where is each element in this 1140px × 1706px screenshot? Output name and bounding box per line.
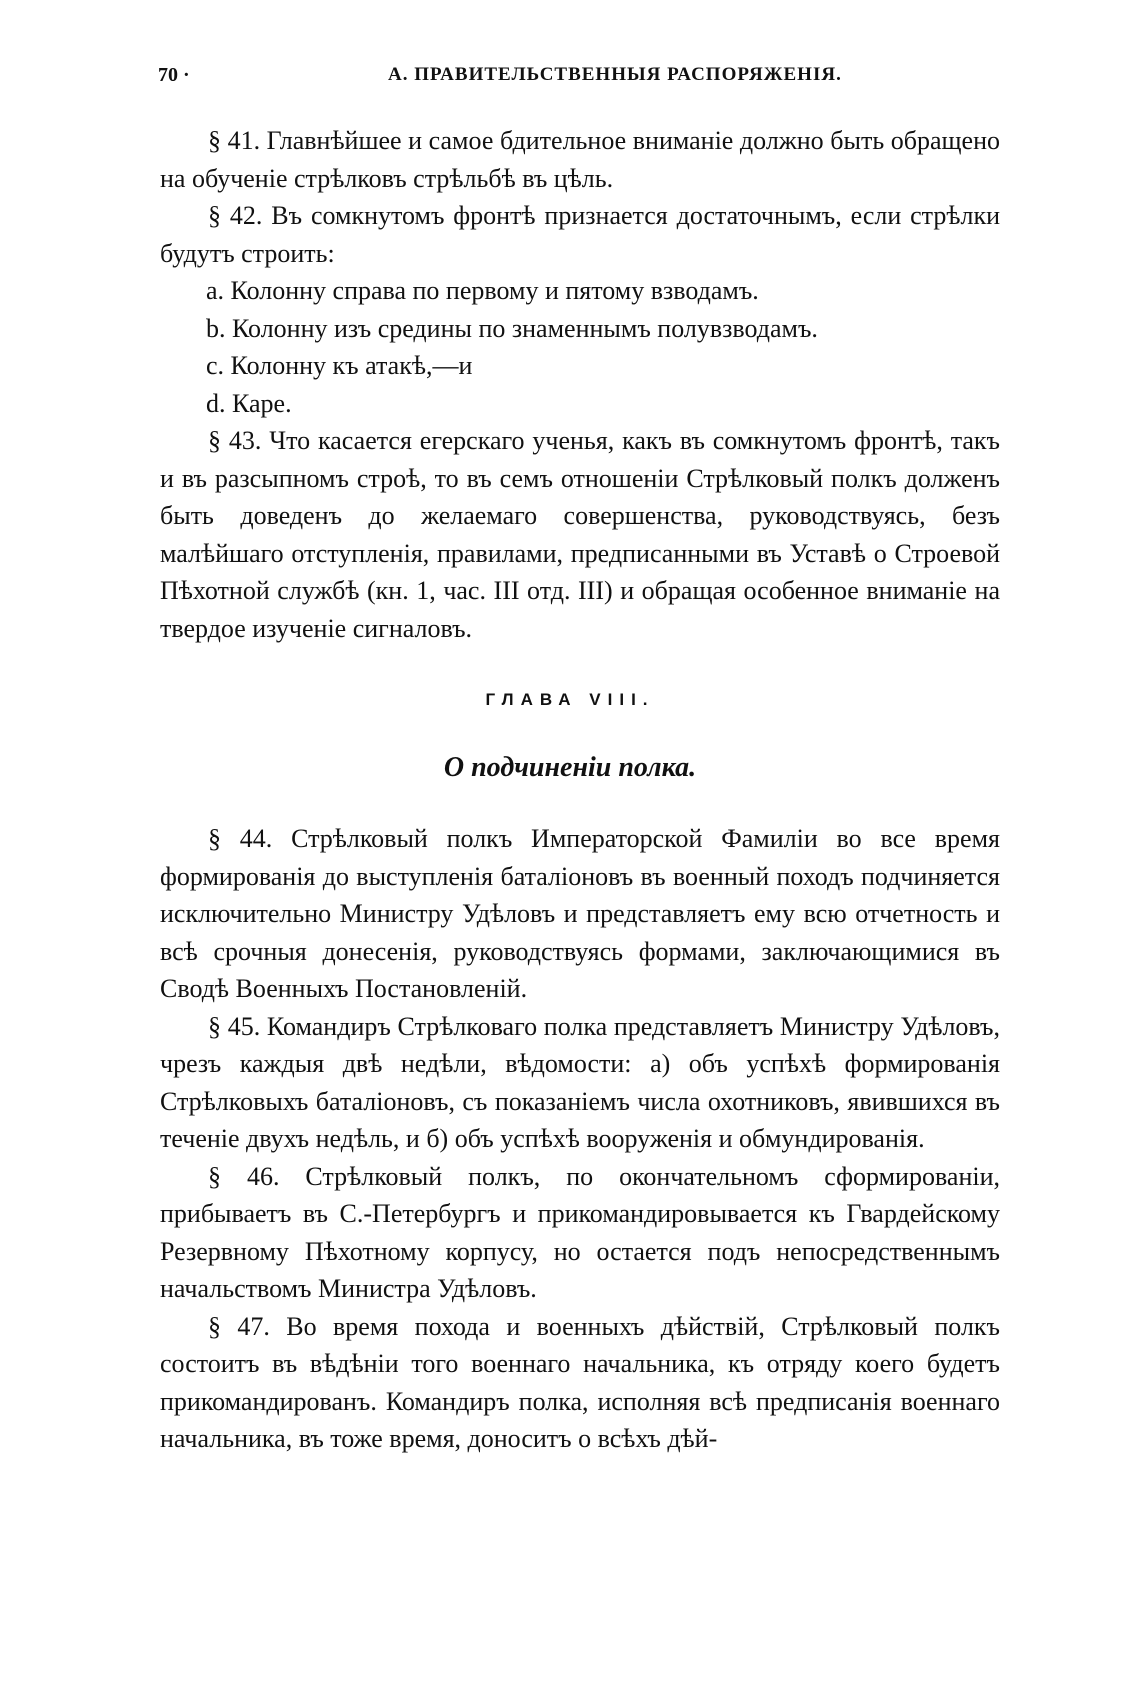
paragraph-42: § 42. Въ сомкнутомъ фронтѣ признается достаточнымъ, если стрѣлки будутъ строить: xyxy=(160,201,1000,268)
paragraph-47: § 47. Во время похода и военныхъ дѣйствій, Стрѣлковый полкъ состоитъ въ вѣдѣніи того военнаго начальника, къ отряду коего будетъ прикомандированъ. Командиръ полка, исполняя всѣ предписанія военнаго начальника, въ тоже время, доноситъ о всѣхъ дѣй- xyxy=(160,1311,1000,1453)
formation-list xyxy=(160,272,1000,422)
page-header xyxy=(158,64,998,94)
list-item: a. Колонну справа по первому и пятому взводамъ. xyxy=(206,276,759,305)
chapter-label: ГЛАВА VIII. xyxy=(485,690,655,709)
section-articles-41-43 xyxy=(160,122,1000,647)
chapter-title: О подчиненіи полка. xyxy=(443,752,697,783)
paragraph-46: § 46. Стрѣлковый полкъ, по окончательномъ сформированіи, прибываетъ въ С.-Петербургъ и прикомандировывается къ Гвардейскому Резервному Пѣхотному корпусу, но остается подъ непосредственнымъ начальствомъ Министра Удѣловъ. xyxy=(160,1161,1000,1303)
section-articles-44-47 xyxy=(160,820,1000,1458)
paragraph-45: § 45. Командиръ Стрѣлковаго полка представляетъ Министру Удѣловъ, чрезъ каждыя двѣ недѣли, вѣдомости: а) объ успѣхѣ формированія Стрѣлковыхъ баталіоновъ, съ показаніемъ числа охотниковъ, явившихся въ теченіе двухъ недѣль, и б) объ успѣхѣ вооруженія и обмундированія. xyxy=(160,1011,1000,1153)
list-item: b. Колонну изъ средины по знаменнымъ полувзводамъ. xyxy=(206,313,818,343)
paragraph-41: § 41. Главнѣйшее и самое бдительное вниманіе должно быть обращено на обученіе стрѣлковъ стрѣльбѣ въ цѣль. xyxy=(160,126,1000,193)
paragraph-44: § 44. Стрѣлковый полкъ Императорской Фамиліи во все время формированія до выступленія баталіоновъ въ военный походъ подчиняется исключительно Министру Удѣловъ и представляетъ ему всю отчетность и всѣ срочныя донесенія, руководствуясь формами, заключающимися въ Сводѣ Военныхъ Постановленій. xyxy=(160,824,1000,1003)
list-item: c. Колонну къ атакѣ,—и xyxy=(206,351,473,380)
running-head: А. ПРАВИТЕЛЬСТВЕННЫЯ РАСПОРЯЖЕНІЯ. xyxy=(388,64,842,85)
paragraph-43: § 43. Что касается егерскаго ученья, какъ въ сомкнутомъ фронтѣ, такъ и въ разсыпномъ строѣ, то въ семъ отношеніи Стрѣлковый полкъ долженъ быть доведенъ до желаемаго совершенства, руководствуясь, безъ малѣйшаго отступленія, правилами, предписанными въ Уставѣ о Строевой Пѣхотной службѣ (кн. 1, час. III отд. III) и обращая особенное вниманіе на твердое изученіе сигналовъ. xyxy=(160,426,1000,643)
page-number: 70 · xyxy=(158,64,190,86)
list-item: d. Каре. xyxy=(206,388,292,418)
